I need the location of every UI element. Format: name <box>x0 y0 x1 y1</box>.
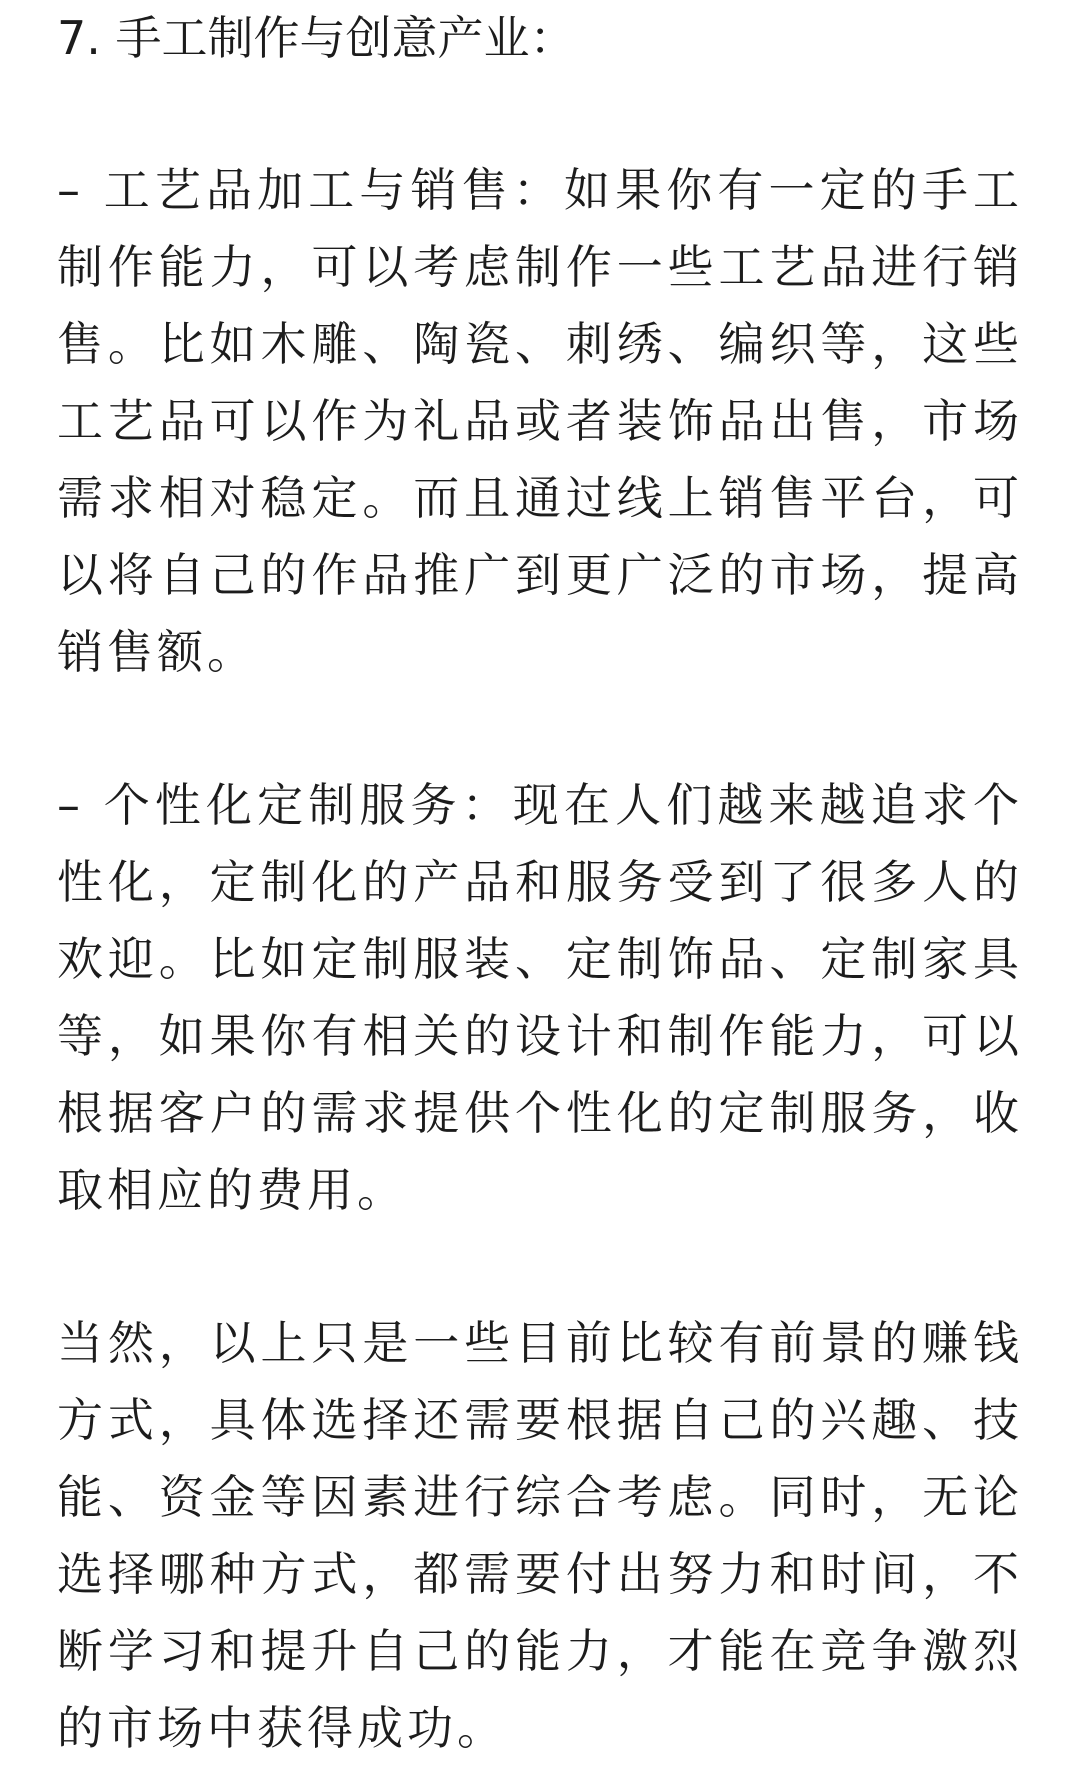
article-body <box>57 0 1023 1767</box>
paragraph-crafts: – 工艺品加工与销售：如果你有一定的手工制作能力，可以考虑制作一些工艺品进行销售。比如木雕、陶瓷、刺绣、编织等，这些工艺品可以作为礼品或者装饰品出售，市场需求相对稳定。而且通过线上销售平台，可以将自己的作品推广到更广泛的市场，提高销售额。 <box>57 163 1023 679</box>
paragraph-conclusion: 当然，以上只是一些目前比较有前景的赚钱方式，具体选择还需要根据自己的兴趣、技能、资金等因素进行综合考虑。同时，无论选择哪种方式，都需要付出努力和时间，不断学习和提升自己的能力，才能在竞争激烈的市场中获得成功。 <box>57 1316 1023 1755</box>
paragraph-custom-service: – 个性化定制服务：现在人们越来越追求个性化，定制化的产品和服务受到了很多人的欢迎。比如定制服装、定制饰品、定制家具等，如果你有相关的设计和制作能力，可以根据客户的需求提供个性化的定制服务，收取相应的费用。 <box>57 778 1023 1217</box>
section-heading: 7. 手工制作与创意产业： <box>57 11 576 65</box>
